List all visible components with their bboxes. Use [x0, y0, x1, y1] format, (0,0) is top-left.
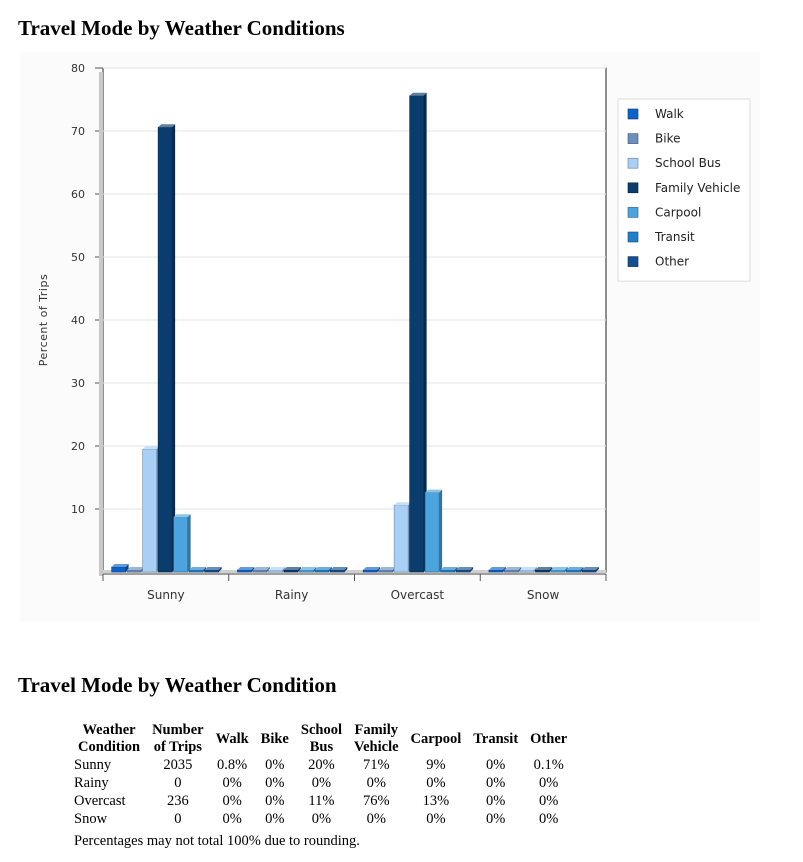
bar-school-bus-snow — [520, 570, 534, 572]
header-walk: Walk — [215, 730, 249, 747]
bar-side — [188, 514, 191, 572]
header-carpool: Carpool — [410, 730, 462, 747]
header-number-of-trips: Number of Trips — [152, 722, 204, 755]
bar-bike-rainy — [253, 570, 267, 572]
table-cell: 0.8% — [217, 757, 248, 773]
table-cell: 0% — [486, 757, 506, 773]
table-cell: Sunny — [74, 757, 112, 773]
legend-label: Carpool — [655, 205, 702, 220]
legend-label: School Bus — [655, 156, 721, 171]
table-cell: Rainy — [74, 775, 109, 791]
header-bike: Bike — [260, 730, 289, 747]
bar-walk-snow — [489, 570, 503, 572]
table-cell: 0% — [486, 811, 506, 827]
table-cell: 0 — [174, 811, 182, 827]
bar-walk-overcast — [363, 570, 377, 572]
table-header-row — [72, 722, 573, 756]
table-cell: 0% — [539, 793, 559, 809]
bar-chart — [0, 52, 803, 622]
x-tick-label: Overcast — [390, 588, 445, 602]
y-tick-label: 20 — [71, 440, 85, 453]
bar-school-bus-rainy — [268, 570, 282, 572]
bar-other-rainy — [330, 570, 344, 572]
table-cell: 0% — [426, 811, 446, 827]
rounding-note: Percentages may not total 100% due to rounding. — [74, 833, 360, 849]
table-row — [72, 756, 573, 774]
bar-other-sunny — [205, 570, 219, 572]
table-cell: Overcast — [74, 793, 126, 809]
table-cell: 20% — [308, 757, 335, 773]
legend-swatch — [628, 257, 638, 267]
table-cell: 0% — [222, 811, 242, 827]
y-tick-label: 30 — [71, 377, 85, 390]
header-school-bus: School Bus — [300, 722, 342, 755]
table-cell: 0% — [366, 775, 386, 791]
table-cell: 0% — [265, 775, 285, 791]
table-cell: 9% — [426, 757, 446, 773]
table-cell: Snow — [74, 811, 108, 827]
bar-family-vehicle-rainy — [284, 570, 298, 572]
legend-label: Bike — [655, 131, 681, 146]
table-cell: 76% — [362, 793, 390, 809]
bar-carpool-sunny — [174, 517, 188, 572]
chart-title: Travel Mode by Weather Conditions — [18, 16, 345, 40]
table-cell: 0% — [539, 775, 559, 791]
bar-family-vehicle-snow — [535, 570, 549, 572]
bar-carpool-snow — [551, 570, 565, 572]
table-row — [72, 810, 573, 828]
y-tick-label: 70 — [71, 125, 85, 138]
legend-label: Family Vehicle — [655, 180, 741, 195]
y-tick-label: 40 — [71, 314, 85, 327]
table-cell: 71% — [362, 757, 390, 773]
bar-top — [143, 446, 160, 449]
bar-top — [237, 567, 254, 570]
table-row — [72, 774, 573, 792]
header-other: Other — [530, 730, 568, 747]
bar-transit-rainy — [315, 570, 329, 572]
header-transit: Transit — [473, 730, 519, 747]
y-tick-label: 60 — [71, 188, 85, 201]
legend-label: Walk — [655, 107, 684, 121]
table-cell: 0% — [539, 811, 559, 827]
bar-top — [174, 514, 191, 517]
bar-other-snow — [582, 570, 596, 572]
bar-school-bus-overcast — [394, 505, 408, 572]
bar-carpool-overcast — [425, 493, 439, 572]
bar-school-bus-sunny — [143, 449, 157, 572]
table-cell: 11% — [308, 793, 335, 809]
bar-top — [205, 567, 222, 570]
bar-walk-rainy — [237, 570, 251, 572]
y-tick-label: 80 — [71, 62, 85, 75]
legend-label: Other — [655, 254, 690, 269]
table-cell: 0% — [426, 775, 446, 791]
x-tick-label: Rainy — [274, 588, 309, 602]
table-cell: 0 — [174, 775, 182, 791]
bar-bike-overcast — [379, 570, 393, 572]
bar-side — [439, 490, 442, 572]
legend-swatch — [628, 109, 638, 119]
data-table — [72, 722, 573, 828]
table-cell: 13% — [422, 793, 450, 809]
bar-side — [172, 124, 175, 572]
bar-top — [127, 567, 144, 570]
bar-transit-overcast — [441, 570, 455, 572]
table-cell: 2035 — [163, 757, 193, 773]
axis-wall — [99, 72, 103, 576]
y-tick-label: 10 — [71, 503, 85, 516]
bar-family-vehicle-overcast — [410, 96, 424, 572]
table-cell: 0% — [265, 793, 285, 809]
legend-swatch — [628, 134, 638, 144]
table-cell: 236 — [166, 793, 189, 809]
table-cell: 0.1% — [533, 757, 564, 773]
bar-top — [189, 567, 206, 570]
bar-transit-snow — [566, 570, 580, 572]
table-title: Travel Mode by Weather Condition — [18, 673, 337, 697]
y-axis-title: Percent of Trips — [37, 273, 50, 367]
legend-swatch — [628, 232, 638, 242]
bar-family-vehicle-sunny — [158, 127, 172, 572]
x-tick-label: Sunny — [147, 588, 185, 602]
bar-walk-sunny — [112, 567, 126, 572]
table-cell: 0% — [366, 811, 386, 827]
table-cell: 0% — [222, 775, 242, 791]
table-cell: 0% — [265, 811, 285, 827]
bar-transit-sunny — [189, 570, 203, 572]
table-cell: 0% — [265, 757, 285, 773]
x-tick-label: Snow — [526, 588, 560, 602]
header-weather-condition: Weather Condition — [78, 722, 141, 755]
bar-bike-sunny — [127, 570, 141, 572]
table-cell: 0% — [311, 775, 332, 791]
legend-swatch — [628, 207, 638, 217]
legend-swatch — [628, 158, 638, 168]
legend-swatch — [628, 183, 638, 193]
bar-bike-snow — [504, 570, 518, 572]
table-cell: 0% — [486, 793, 506, 809]
bar-carpool-rainy — [299, 570, 313, 572]
table-cell: 0% — [222, 793, 242, 809]
header-family-vehicle: Family Vehicle — [353, 722, 399, 755]
table-cell: 0% — [486, 775, 506, 791]
legend-label: Transit — [655, 230, 695, 244]
y-tick-label: 50 — [71, 251, 85, 264]
bar-other-overcast — [456, 570, 470, 572]
table-cell: 0% — [311, 811, 332, 827]
table-row — [72, 792, 573, 810]
